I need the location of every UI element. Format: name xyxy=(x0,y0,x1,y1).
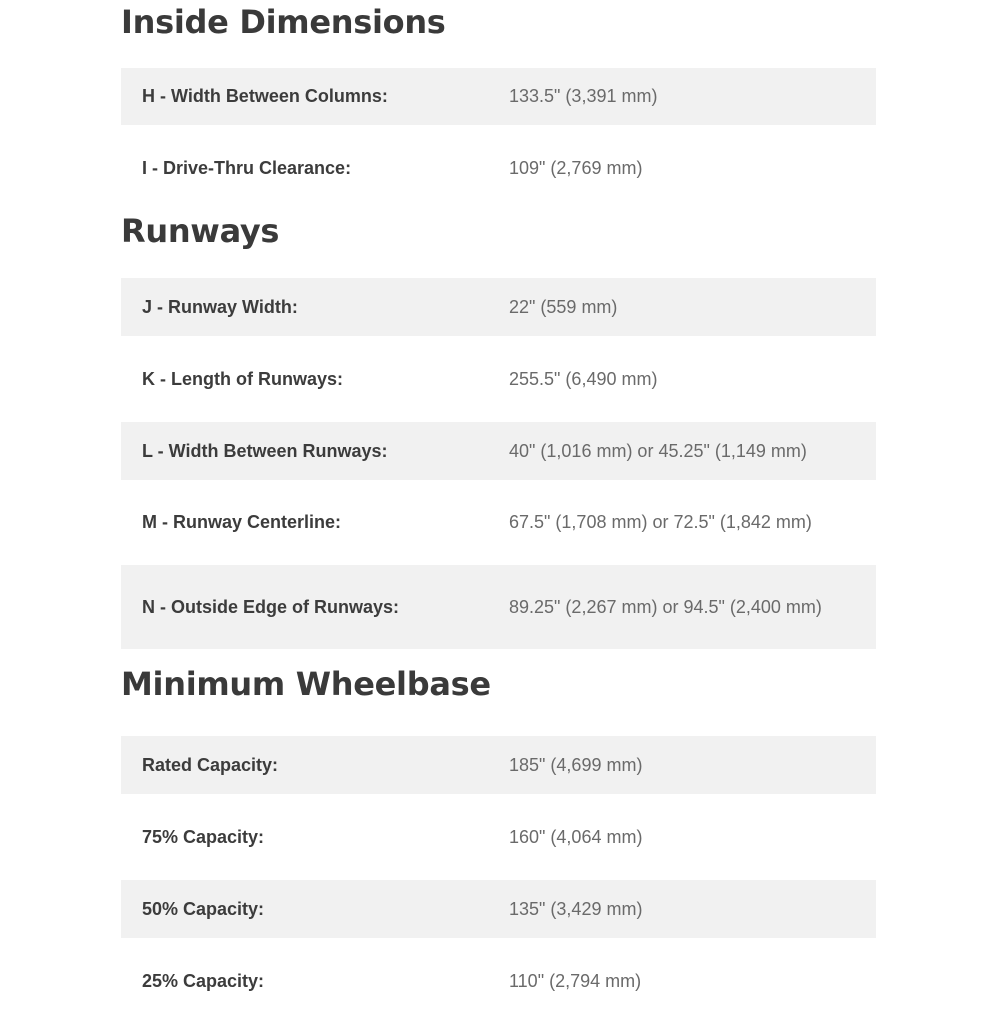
spec-row xyxy=(121,422,876,480)
spec-label: 25% Capacity: xyxy=(142,970,265,991)
spec-label: M - Runway Centerline: xyxy=(142,512,342,532)
spec-row xyxy=(121,794,876,880)
spec-value: 109" (2,769 mm) xyxy=(509,157,643,178)
spec-value: 135" (3,429 mm) xyxy=(509,898,643,919)
spec-value: 185" (4,699 mm) xyxy=(509,754,643,775)
spec-value: 22" (559 mm) xyxy=(509,296,618,317)
spec-row xyxy=(121,278,876,336)
spec-row xyxy=(121,938,876,1024)
spec-table-runways xyxy=(121,278,876,649)
spec-label: I - Drive-Thru Clearance: xyxy=(142,157,352,178)
spec-label: N - Outside Edge of Runways: xyxy=(142,596,400,617)
spec-value: 67.5" (1,708 mm) or 72.5" (1,842 mm) xyxy=(509,512,812,532)
spec-row xyxy=(121,336,876,422)
spec-label: J - Runway Width: xyxy=(142,296,298,317)
spec-page xyxy=(121,0,876,1024)
spec-label: L - Width Between Runways: xyxy=(142,440,388,461)
spec-label: K - Length of Runways: xyxy=(142,368,343,389)
spec-value: 133.5" (3,391 mm) xyxy=(509,86,658,106)
spec-value: 160" (4,064 mm) xyxy=(509,826,643,847)
spec-label: 50% Capacity: xyxy=(142,898,265,919)
spec-table-inside-dimensions xyxy=(121,68,876,211)
spec-row xyxy=(121,125,876,211)
spec-table-minimum-wheelbase xyxy=(121,736,876,1024)
spec-row xyxy=(121,68,876,125)
spec-value: 40" (1,016 mm) or 45.25" (1,149 mm) xyxy=(509,440,807,461)
section-title-minimum-wheelbase: Minimum Wheelbase xyxy=(121,665,491,703)
spec-row xyxy=(121,736,876,794)
spec-row xyxy=(121,880,876,938)
section-title-inside-dimensions: Inside Dimensions xyxy=(121,3,446,41)
spec-value: 110" (2,794 mm) xyxy=(509,970,642,991)
spec-row xyxy=(121,565,876,649)
spec-value: 255.5" (6,490 mm) xyxy=(509,368,658,389)
spec-row xyxy=(121,480,876,565)
spec-label: 75% Capacity: xyxy=(142,826,265,847)
spec-label: Rated Capacity: xyxy=(142,754,279,775)
spec-label: H - Width Between Columns: xyxy=(142,86,388,106)
section-title-runways: Runways xyxy=(121,212,280,250)
spec-value: 89.25" (2,267 mm) or 94.5" (2,400 mm) xyxy=(509,596,822,617)
